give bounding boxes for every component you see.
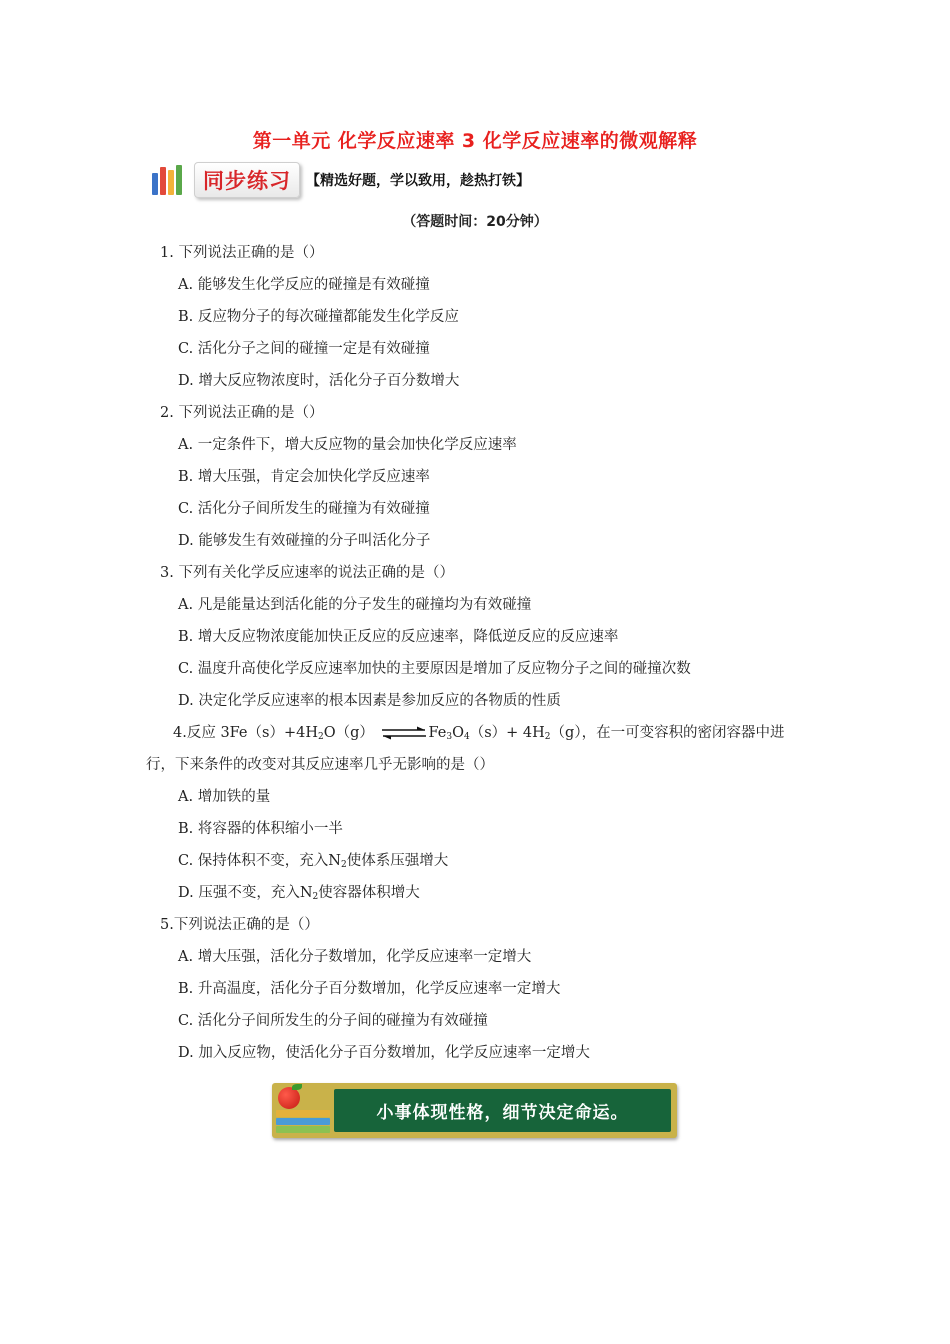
q5-option-a: A. 增大压强，活化分子数增加，化学反应速率一定增大 [178, 949, 532, 965]
q3-option-c: C. 温度升高使化学反应速率加快的主要原因是增加了反应物分子之间的碰撞次数 [178, 661, 691, 677]
q1-option-a: A. 能够发生化学反应的碰撞是有效碰撞 [178, 277, 430, 293]
q3-option-b: B. 增大反应物浓度能加快正反应的反应速率，降低逆反应的反应速率 [178, 629, 619, 645]
equilibrium-arrow-icon [381, 726, 427, 740]
question-5-stem: 5.下列说法正确的是（） [160, 917, 319, 933]
q2-option-a: A. 一定条件下，增大反应物的量会加快化学反应速率 [178, 437, 517, 453]
practice-badge: 同步练习 [194, 162, 300, 198]
q4-option-d: D. 压强不变，充入$N_2$使容器体积增大 [178, 885, 420, 902]
leaf-icon [292, 1084, 302, 1090]
page-title: 第一单元 化学反应速率 3 化学反应速率的微观解释 [252, 130, 698, 152]
q4-option-b: B. 将容器的体积缩小一半 [178, 821, 343, 837]
q2-option-d: D. 能够发生有效碰撞的分子叫活化分子 [178, 533, 431, 549]
question-2-stem: 2. 下列说法正确的是（） [160, 405, 324, 421]
q3-option-a: A. 凡是能量达到活化能的分子发生的碰撞均为有效碰撞 [178, 597, 532, 613]
q4-option-a: A. 增加铁的量 [178, 789, 271, 805]
q5-option-b: B. 升高温度，活化分子百分数增加，化学反应速率一定增大 [178, 981, 561, 997]
q1-option-b: B. 反应物分子的每次碰撞都能发生化学反应 [178, 309, 459, 325]
q1-option-c: C. 活化分子之间的碰撞一定是有效碰撞 [178, 341, 430, 357]
q3-option-d: D. 决定化学反应速率的根本因素是参加反应的各物质的性质 [178, 693, 561, 709]
time-note: （答题时间：20分钟） [402, 214, 548, 230]
books-icon [152, 165, 188, 195]
footer-banner [272, 1083, 677, 1138]
question-4-stem: 4.反应 $3Fe(s)+4H_2O(g)$ $Fe_3O_4(s)+ 4H_2(g)$，在一可变容积的密闭容器中进 [173, 725, 785, 742]
q2-option-c: C. 活化分子间所发生的碰撞为有效碰撞 [178, 501, 430, 517]
q4-option-c: C. 保持体积不变，充入$N_2$使体系压强增大 [178, 853, 449, 870]
q5-option-d: D. 加入反应物，使活化分子百分数增加，化学反应速率一定增大 [178, 1045, 590, 1061]
question-1-stem: 1. 下列说法正确的是（） [160, 245, 324, 261]
q5-option-c: C. 活化分子间所发生的分子间的碰撞为有效碰撞 [178, 1013, 488, 1029]
apple-icon [278, 1087, 300, 1109]
book-stack-icon [276, 1110, 330, 1117]
q1-option-d: D. 增大反应物浓度时，活化分子百分数增大 [178, 373, 460, 389]
footer-motto: 小事体现性格，细节决定命运。 [334, 1089, 671, 1132]
question-4-stem-line2: 行，下来条件的改变对其反应速率几乎无影响的是（） [146, 757, 494, 773]
q2-option-b: B. 增大压强，肯定会加快化学反应速率 [178, 469, 430, 485]
banner-motto: 【精选好题，学以致用，趁热打铁】 [306, 173, 530, 189]
practice-banner [152, 162, 530, 198]
question-3-stem: 3. 下列有关化学反应速率的说法正确的是（） [160, 565, 454, 581]
